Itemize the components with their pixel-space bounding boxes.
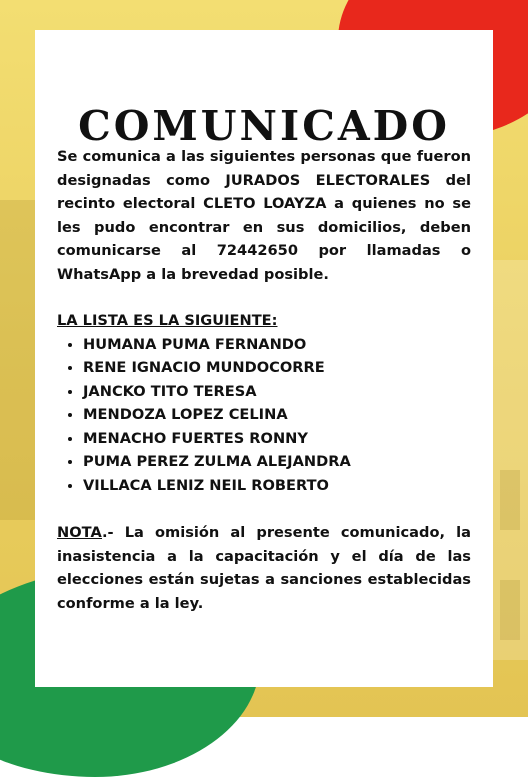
announcement-card xyxy=(35,30,493,687)
note-paragraph xyxy=(57,521,471,615)
list-item: • JANCKO TITO TERESA xyxy=(83,380,471,404)
announcement-body xyxy=(57,145,471,615)
list-heading: LA LISTA ES LA SIGUIENTE: xyxy=(57,312,278,329)
building-window xyxy=(500,470,520,530)
list-item: • MENACHO FUERTES RONNY xyxy=(83,427,471,451)
note-label: NOTA xyxy=(57,524,103,541)
list-item: • PUMA PEREZ ZULMA ALEJANDRA xyxy=(83,450,471,474)
list-item: • RENE IGNACIO MUNDOCORRE xyxy=(83,356,471,380)
list-item: • VILLACA LENIZ NEIL ROBERTO xyxy=(83,474,471,498)
building-shadow xyxy=(0,200,36,520)
names-list xyxy=(57,333,471,498)
page-title: COMUNICADO xyxy=(78,102,450,150)
building-window xyxy=(500,580,520,640)
list-item: • MENDOZA LOPEZ CELINA xyxy=(83,403,471,427)
note-text: .- La omisión al presente comunicado, la inasistencia a la capacitación y el día de las elecciones están sujetas a sanciones establecidas conforme a la ley. xyxy=(57,524,471,612)
intro-paragraph: Se comunica a las siguientes personas que fueron designadas como JURADOS ELECTORALES del recinto electoral CLETO LOAYZA a quienes no se les pudo encontrar en sus domicilios, deben comunicarse al 72442650 por llamadas o WhatsApp a la brevedad posible. xyxy=(57,148,471,283)
list-item: • HUMANA PUMA FERNANDO xyxy=(83,333,471,357)
